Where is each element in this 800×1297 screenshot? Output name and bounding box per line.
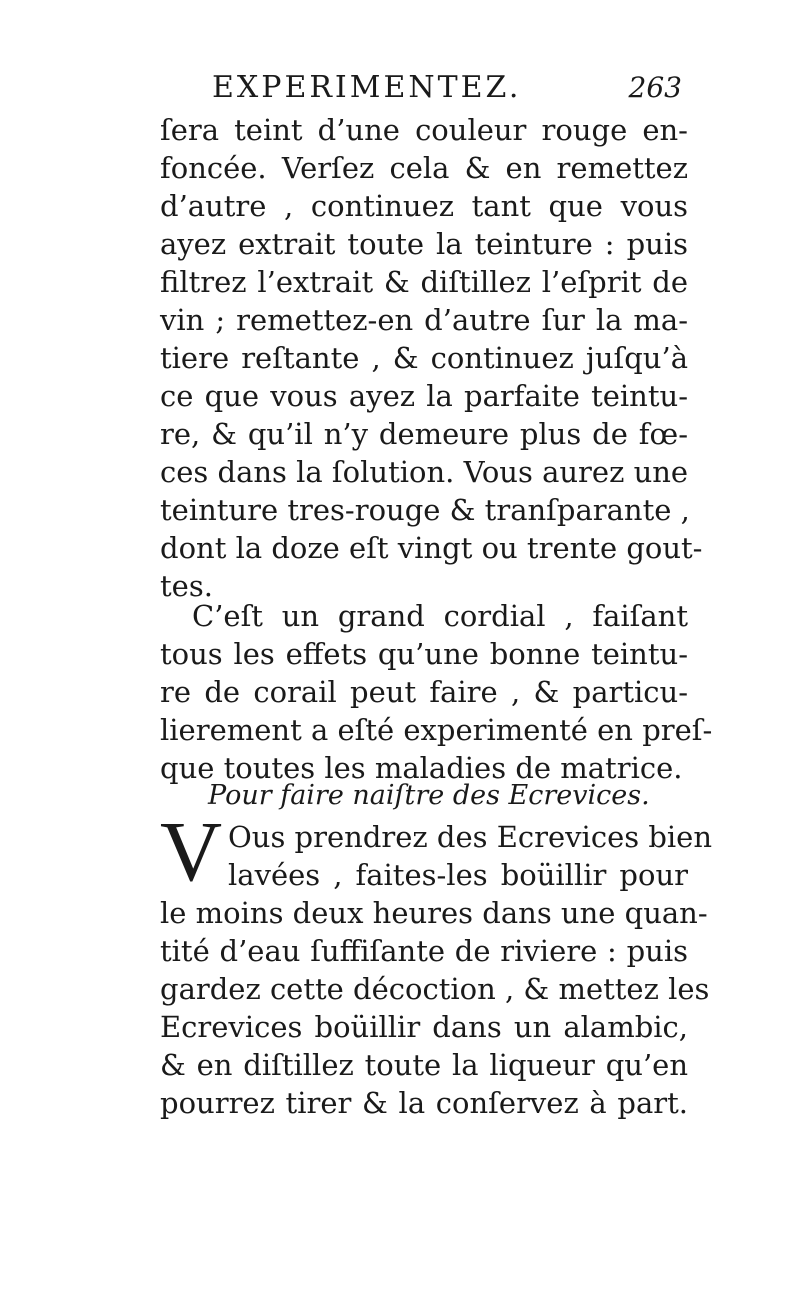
text-line: tité d’eau ſuffiſante de riviere : puis — [160, 934, 688, 968]
text-line: que toutes les maladies de matrice. — [160, 751, 683, 785]
section-heading: Pour faire naiſtre des Ecrevices. — [208, 780, 650, 811]
text-line: C’eſt un grand cordial , faiſant — [192, 599, 688, 633]
running-head — [160, 66, 690, 110]
text-line: d’autre , continuez tant que vous — [160, 189, 688, 223]
text-line: filtrez l’extrait & diſtillez l’eſprit de — [160, 265, 688, 299]
running-title: EXPERIMENTEZ. — [212, 70, 522, 105]
text-line: dont la doze eſt vingt ou trente gout- — [160, 531, 703, 565]
text-line: gardez cette décoction , & mettez les — [160, 972, 710, 1006]
text-line: lavées , faites-les boüillir pour — [228, 858, 688, 892]
text-line: ce que vous ayez la parfaite teintu- — [160, 379, 688, 413]
text-line: tous les effets qu’une bonne teintu- — [160, 637, 688, 671]
text-line: & en diſtillez toute la liqueur qu’en — [160, 1048, 688, 1082]
text-line: Ecrevices boüillir dans un alambic, — [160, 1010, 688, 1044]
text-line: tes. — [160, 569, 213, 603]
page-number: 263 — [628, 71, 682, 104]
text-line: ſera teint d’une couleur rouge en- — [160, 113, 688, 147]
text-line: re de corail peut faire , & particu- — [160, 675, 688, 709]
text-line: le moins deux heures dans une quan- — [160, 896, 708, 930]
text-line: vin ; remettez-en d’autre ſur la ma- — [160, 303, 688, 337]
text-line: pourrez tirer & la conſervez à part. — [160, 1086, 688, 1120]
text-line: Ous prendrez des Ecrevices bien — [228, 820, 713, 854]
text-line: teinture tres-rouge & tranſparante , — [160, 493, 690, 527]
drop-cap: V — [160, 803, 223, 899]
text-line: re, & qu’il n’y demeure plus de fœ- — [160, 417, 688, 451]
text-line: ayez extrait toute la teinture : puis — [160, 227, 688, 261]
text-line: tiere reſtante , & continuez juſqu’à — [160, 341, 688, 375]
text-line: foncée. Verſez cela & en remettez — [160, 151, 688, 185]
text-line: ces dans la ſolution. Vous aurez une — [160, 455, 689, 489]
text-line: lierement a eſté experimenté en preſ- — [160, 713, 713, 747]
